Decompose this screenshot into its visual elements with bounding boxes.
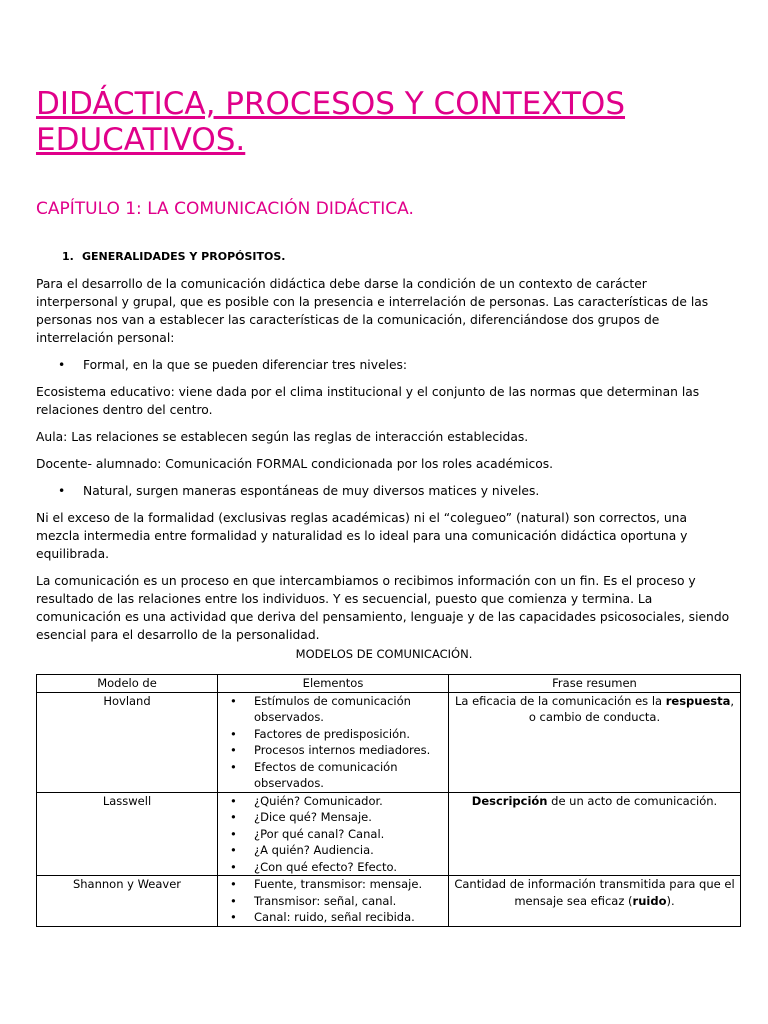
summary-bold: ruido — [632, 893, 667, 908]
paragraph-comunicacion: La comunicación es un proceso en que intercambiamos o recibimos información con un fin. Es el proceso y resultado de las relaciones entre los individuos. Y es secuencial, puesto que comienza y termina. La comunicación es una actividad que deriva del pensamiento, lenguaje y de las capacidades psicosociales, siendo esencial para el desarrollo de la personalidad. — [36, 574, 730, 642]
bullet-icon: • — [230, 693, 237, 708]
summary-text: La eficacia de la comunicación es la — [454, 693, 666, 708]
paragraph-intro: Para el desarrollo de la comunicación didáctica debe darse la condición de un contexto de carácter interpersonal y grupal, que es posible con la presencia e interrelación de personas. Las características de las personas nos van a establecer las características de la comunicación, diferenciándose dos grupos de interrelación personal: — [36, 277, 709, 345]
bullet-formal-text: Formal, en la que se pueden diferenciar tres niveles: — [83, 358, 408, 372]
element-text: Efectos de comunicación observados. — [254, 759, 398, 790]
bullet-natural — [36, 482, 732, 500]
bullet-icon: • — [230, 726, 237, 741]
header-modelo: Modelo de — [37, 675, 218, 693]
list-item — [222, 826, 444, 843]
element-text: Factores de predisposición. — [254, 726, 411, 741]
header-frase: Frase resumen — [449, 675, 741, 693]
model-summary — [449, 876, 741, 927]
summary-bold: Descripción — [471, 793, 548, 808]
model-name: Shannon y Weaver — [37, 876, 218, 927]
list-item — [222, 742, 444, 759]
bullet-icon: • — [230, 910, 237, 924]
table-caption: MODELOS DE COMUNICACIÓN. — [295, 647, 473, 661]
element-text: Transmisor: señal, canal. — [254, 893, 397, 908]
list-item — [222, 842, 444, 859]
bullet-icon: • — [230, 893, 237, 908]
bullet-icon: • — [58, 484, 66, 498]
list-item — [222, 893, 444, 910]
bullet-icon: • — [230, 810, 237, 824]
summary-text: , o cambio de conducta. — [528, 693, 735, 724]
table-header-row — [37, 675, 741, 693]
table-row — [37, 876, 741, 927]
model-name: Hovland — [37, 692, 218, 792]
document-body — [36, 248, 732, 653]
list-item — [222, 726, 444, 743]
list-item — [222, 693, 444, 726]
element-text: ¿Quién? Comunicador. — [254, 793, 383, 808]
paragraph-ecosistema: Ecosistema educativo: viene dada por el clima institucional y el conjunto de las normas que determinan las relaciones dentro del centro. — [36, 385, 700, 417]
summary-bold: respuesta — [665, 693, 731, 708]
element-text: Canal: ruido, señal recibida. — [254, 910, 415, 924]
table-row — [37, 692, 741, 792]
element-text: ¿Dice qué? Mensaje. — [254, 810, 372, 824]
element-text: Fuente, transmisor: mensaje. — [254, 877, 423, 891]
chapter-heading: CAPÍTULO 1: LA COMUNICACIÓN DIDÁCTICA. — [36, 199, 414, 219]
models-table — [36, 674, 741, 927]
element-text: ¿Por qué canal? Canal. — [254, 826, 385, 841]
bullet-icon: • — [58, 358, 66, 372]
table-row — [37, 792, 741, 876]
element-text: Estímulos de comunicación observados. — [254, 693, 411, 724]
list-item — [222, 909, 444, 926]
list-item — [222, 876, 444, 893]
model-name: Lasswell — [37, 792, 218, 876]
bullet-icon: • — [230, 826, 237, 841]
bullet-icon: • — [230, 759, 237, 774]
bullet-icon: • — [230, 843, 237, 857]
summary-text: de un acto de comunicación. — [547, 793, 718, 808]
model-elements — [218, 876, 449, 927]
bullet-icon: • — [230, 877, 237, 891]
document-title: DIDÁCTICA, PROCESOS Y CONTEXTOS EDUCATIVOS. — [36, 86, 626, 158]
bullet-icon: • — [230, 859, 237, 874]
element-text: ¿Con qué efecto? Efecto. — [254, 859, 397, 874]
bullet-icon: • — [230, 793, 237, 808]
section-title: GENERALIDADES Y PROPÓSITOS. — [82, 250, 286, 263]
summary-text: ). — [666, 893, 675, 908]
section-number: 1. — [62, 250, 74, 263]
section-heading — [36, 248, 732, 266]
summary-text: Cantidad de información transmitida para que el mensaje sea eficaz ( — [454, 877, 735, 908]
list-item — [222, 793, 444, 810]
model-summary — [449, 792, 741, 876]
model-elements — [218, 692, 449, 792]
list-item — [222, 759, 444, 792]
paragraph-aula: Aula: Las relaciones se establecen según las reglas de interacción establecidas. — [36, 430, 529, 444]
model-elements — [218, 792, 449, 876]
header-elementos: Elementos — [218, 675, 449, 693]
list-item — [222, 859, 444, 876]
model-summary — [449, 692, 741, 792]
bullet-icon: • — [230, 743, 237, 757]
list-item — [222, 809, 444, 826]
bullet-formal — [36, 356, 732, 374]
paragraph-docente: Docente- alumnado: Comunicación FORMAL condicionada por los roles académicos. — [36, 457, 554, 471]
element-text: Procesos internos mediadores. — [254, 743, 431, 757]
bullet-natural-text: Natural, surgen maneras espontáneas de muy diversos matices y niveles. — [83, 484, 540, 498]
paragraph-exceso: Ni el exceso de la formalidad (exclusivas reglas académicas) ni el “colegueo” (natural) son correctos, una mezcla intermedia entre formalidad y naturalidad es lo ideal para una comunicación didáctica oportuna y equilibrada. — [36, 511, 688, 561]
element-text: ¿A quién? Audiencia. — [254, 843, 374, 857]
